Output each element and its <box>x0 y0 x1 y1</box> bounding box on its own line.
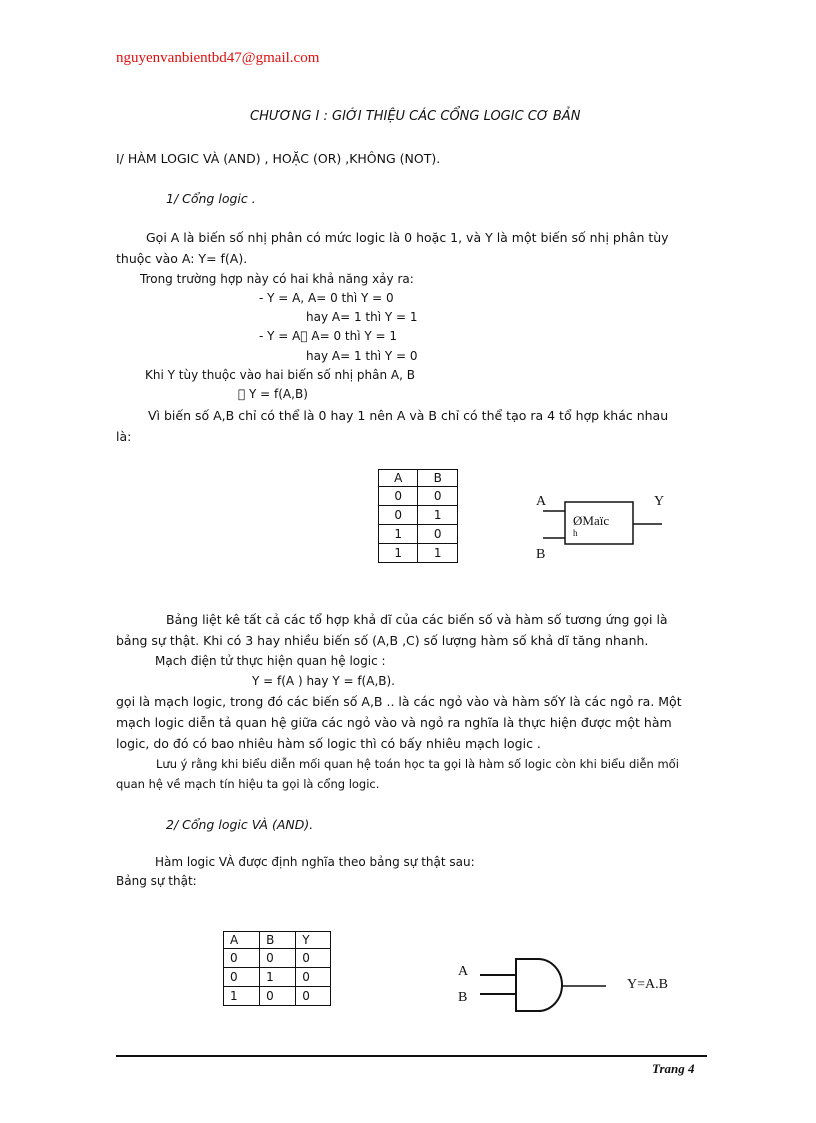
paragraph-line: Khi Y tùy thuộc vào hai biến số nhị phân A, B <box>145 368 415 382</box>
paragraph-line: thuộc vào A: Y= f(A). <box>116 251 248 266</box>
table-cell: 1 <box>418 544 458 563</box>
case-line: - Y = A A= 0 thì Y = 1 <box>259 329 390 343</box>
table-cell: 0 <box>296 949 331 968</box>
case-line: - Y = A, A= 0 thì Y = 0 <box>259 291 394 305</box>
equation-line: Y = f(A ) hay Y = f(A,B). <box>252 674 395 688</box>
table-cell: 0 <box>418 525 458 544</box>
and-input-label-a: A <box>458 964 469 979</box>
case-line: hay A= 1 thì Y = 1 <box>306 310 418 324</box>
logic-block-sublabel: h <box>573 528 578 538</box>
table-cell: 0 <box>224 968 260 987</box>
table-cell: 1 <box>379 544 418 563</box>
table-header-cell: B <box>418 470 458 487</box>
table-cell: 0 <box>418 487 458 506</box>
table-row <box>224 949 331 968</box>
and-truth-table <box>223 931 331 1006</box>
subsection-heading: 2/ Cổng logic VÀ (AND). <box>166 817 314 832</box>
and-gate-body <box>516 959 562 1011</box>
paragraph-line: bảng sự thật. Khi có 3 hay nhiều biến số (A,B ,C) số lượng hàm số khả dĩ tăng nhanh. <box>116 633 649 648</box>
author-email: nguyenvanbientbd47@gmail.com <box>116 50 320 66</box>
table-row <box>379 525 458 544</box>
case-line: hay A= 1 thì Y = 0 <box>306 349 418 363</box>
paragraph-line: Gọi A là biến số nhị phân có mức logic là 0 hoặc 1, và Y là một biến số nhị phân tùy <box>146 230 669 245</box>
table-cell: 0 <box>224 949 260 968</box>
table-header-row <box>224 932 331 949</box>
table-row <box>379 506 458 525</box>
output-label-y: Y <box>654 494 665 509</box>
table-cell: 1 <box>418 506 458 525</box>
table-cell: 1 <box>260 968 296 987</box>
input-label-a: A <box>536 494 547 509</box>
table-cell: 0 <box>260 949 296 968</box>
paragraph-line: là: <box>116 429 132 444</box>
and-output-label: Y=A.B <box>627 977 668 992</box>
table-row <box>379 544 458 563</box>
paragraph-line: logic, do đó có bao nhiêu hàm số logic thì có bấy nhiêu mạch logic . <box>116 736 541 751</box>
section-heading: I/ HÀM LOGIC VÀ (AND) , HOẶC (OR) ,KHÔNG (NOT). <box>116 151 441 166</box>
paragraph-line: Mạch điện tử thực hiện quan hệ logic : <box>155 654 386 668</box>
table-header-cell: A <box>379 470 418 487</box>
paragraph-line: Bảng liệt kê tất cả các tổ hợp khả dĩ của các biến số và hàm số tương ứng gọi là <box>166 612 668 627</box>
table-cell: 1 <box>224 987 260 1006</box>
table-row <box>224 987 331 1006</box>
paragraph-line: quan hệ về mạch tín hiệu ta gọi là cổng logic. <box>116 777 380 791</box>
paragraph-line: gọi là mạch logic, trong đó các biến số A,B .. là các ngỏ vào và hàm sốY là các ngỏ ra. Một <box>116 694 682 709</box>
truth-table-two-inputs <box>378 469 458 563</box>
equation-line: Y = f(A,B) <box>238 387 297 401</box>
footer-divider <box>116 1055 707 1057</box>
table-cell: 0 <box>296 968 331 987</box>
table-header-cell: A <box>224 932 260 949</box>
paragraph-line: Lưu ý rằng khi biểu diễn mối quan hệ toán học ta gọi là hàm số logic còn khi biểu diễn mối <box>156 757 679 771</box>
paragraph-line: Hàm logic VÀ được định nghĩa theo bảng sự thật sau: <box>155 855 475 869</box>
paragraph-line: Vì biến số A,B chỉ có thể là 0 hay 1 nên A và B chỉ có thể tạo ra 4 tổ hợp khác nhau <box>148 408 669 423</box>
page-number: Trang 4 <box>652 1061 695 1076</box>
table-header-row <box>379 470 458 487</box>
and-input-label-b: B <box>458 990 468 1005</box>
paragraph-line: mạch logic diễn tả quan hệ giữa các ngỏ vào và ngỏ ra nghĩa là thực hiện được một hàm <box>116 715 672 730</box>
table-row <box>224 968 331 987</box>
and-gate-symbol <box>470 955 620 1015</box>
chapter-title: CHƯƠNG I : GIỚI THIỆU CÁC CỔNG LOGIC CƠ BẢN <box>250 109 581 124</box>
paragraph-line: Bảng sự thật: <box>116 874 197 888</box>
paragraph-line: Trong trường hợp này có hai khả năng xảy ra: <box>140 272 414 286</box>
table-header-cell: Y <box>296 932 331 949</box>
table-cell: 0 <box>379 487 418 506</box>
table-cell: 0 <box>379 506 418 525</box>
table-cell: 0 <box>260 987 296 1006</box>
subsection-heading: 1/ Cổng logic . <box>166 191 256 206</box>
table-cell: 1 <box>379 525 418 544</box>
input-label-b: B <box>536 547 546 562</box>
table-cell: 0 <box>296 987 331 1006</box>
table-header-cell: B <box>260 932 296 949</box>
logic-block-label: ØMaïc <box>573 513 610 528</box>
table-row <box>379 487 458 506</box>
